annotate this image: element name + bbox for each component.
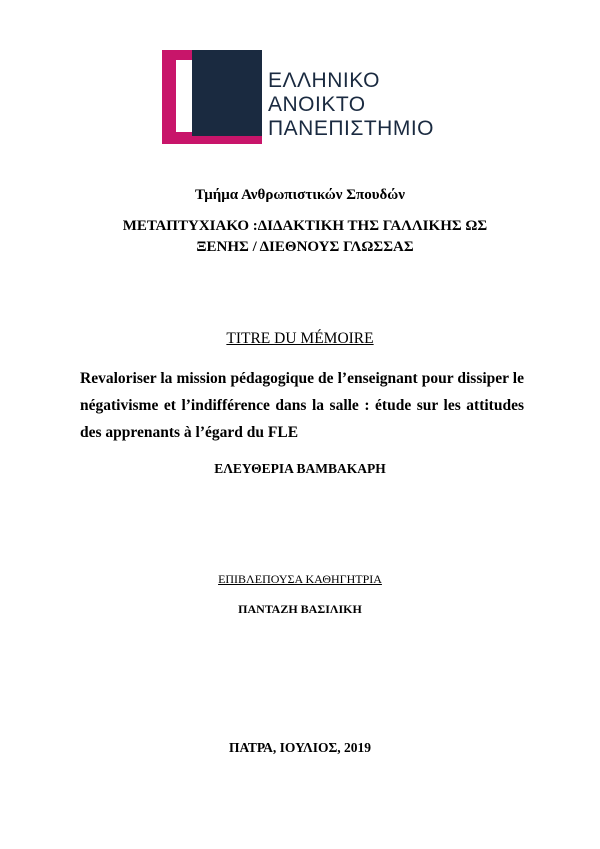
titre-label: TITRE DU MÉMOIRE <box>226 330 374 347</box>
supervisor-label: ΕΠΙΒΛΕΠΟΥΣΑ ΚΑΘΗΓΗΤΡΙΑ <box>218 572 382 586</box>
author-name: ΕΛΕΥΘΕΡΙΑ ΒΑΜΒΑΚΑΡΗ <box>214 461 386 476</box>
department-name: Τμήμα Ανθρωπιστικών Σπουδών <box>195 187 405 203</box>
program-title: ΜΕΤΑΠΤΥΧΙΑΚΟ :ΔΙΔΑΚΤΙΚΗ ΤΗΣ ΓΑΛΛΙΚΗΣ ΩΣ ΞΕΝΗΣ / ΔΙΕΘΝΟΥΣ ΓΛΩΣΣΑΣ <box>122 218 488 255</box>
logo-text-line-3: ΠΑΝΕΠΙΣΤΗΜΙΟ <box>268 117 434 140</box>
logo-text-line-2: ΑΝΟΙΚΤΟ <box>268 93 366 116</box>
place-date: ΠΑΤΡΑ, ΙΟΥΛΙΟΣ, 2019 <box>228 740 372 755</box>
logo-emblem-icon <box>162 50 262 144</box>
university-logo <box>162 50 432 144</box>
thesis-title: Revaloriser la mission pédagogique de l’enseignant pour dissiper le négativisme et l’indifférence dans la salle : étude sur les attitudes des apprenants à l’égard du FLE <box>80 370 524 441</box>
logo-text-line-1: ΕΛΛΗΝΙΚΟ <box>268 69 380 92</box>
supervisor-name: ΠΑΝΤΑΖΗ ΒΑΣΙΛΙΚΗ <box>238 602 362 616</box>
